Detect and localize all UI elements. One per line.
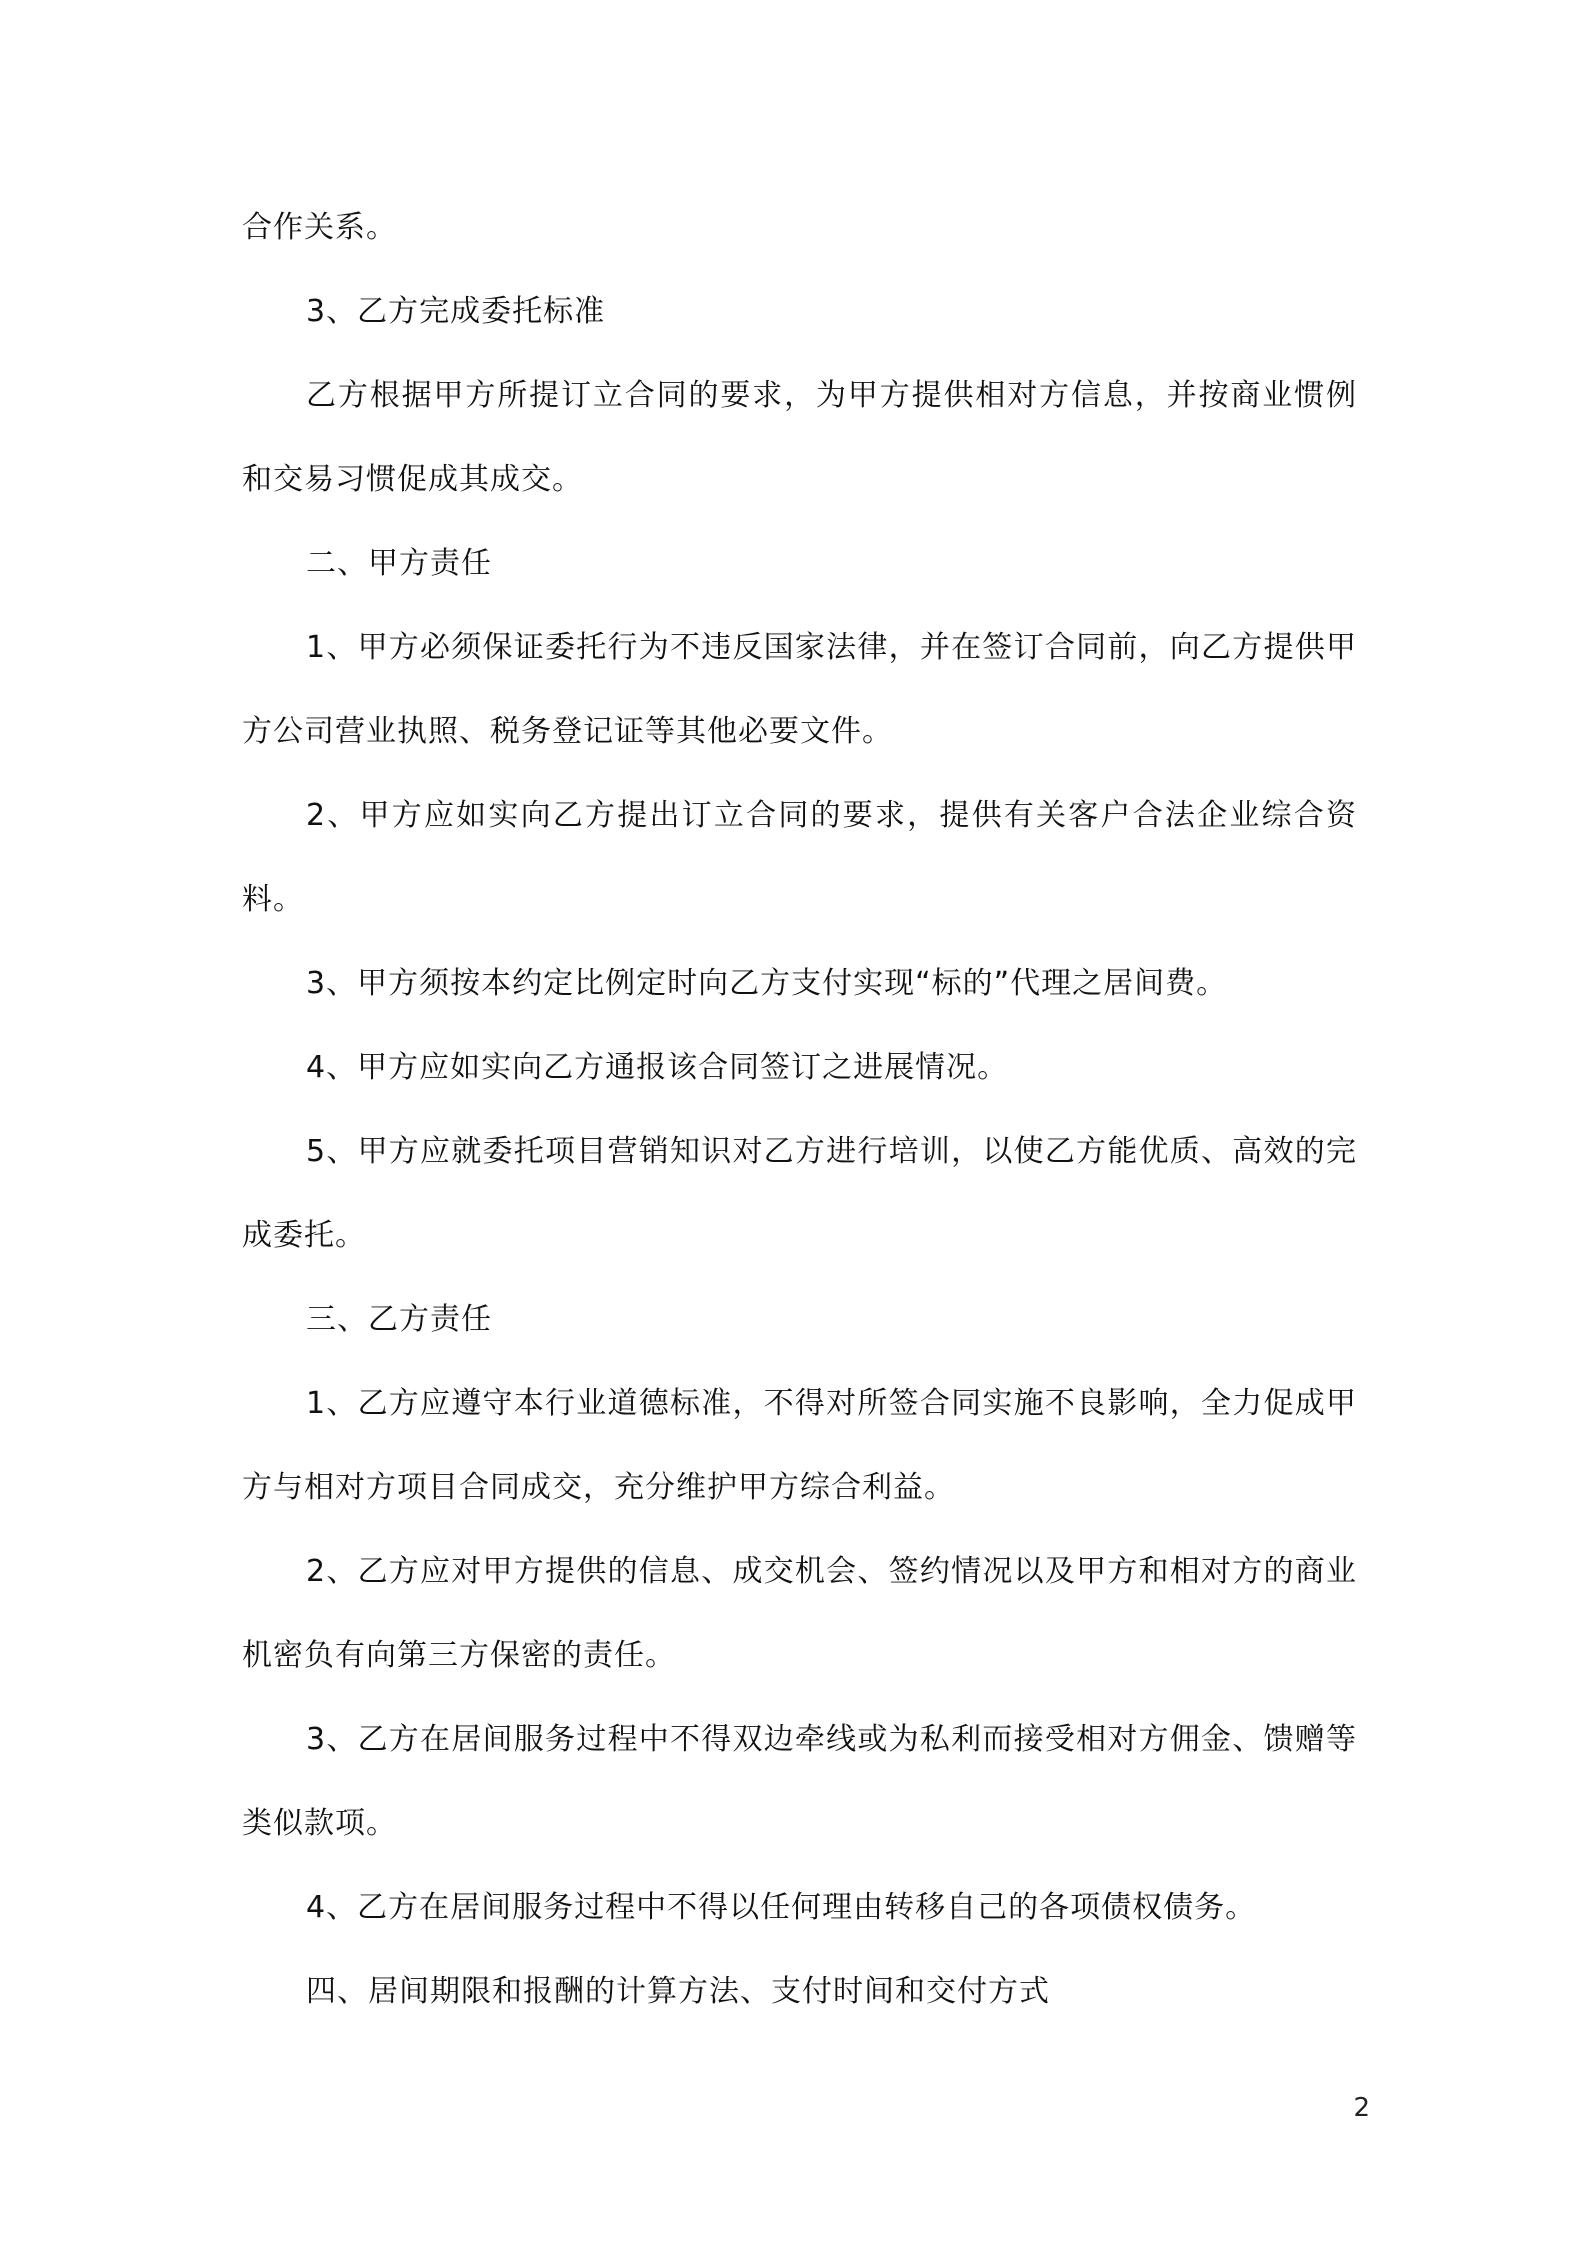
clause-paragraph: 3、甲方须按本约定比例定时向乙方支付实现“标的”代理之居间费。 <box>306 966 1228 1001</box>
clause-paragraph: 3、乙方在居间服务过程中不得双边牵线或为私利而接受相对方佣金、馈赠等类似款项。 <box>242 1722 1357 1841</box>
paragraph: 合作关系。 <box>242 210 397 245</box>
section-heading: 二、甲方责任 <box>306 546 492 581</box>
section-heading: 四、居间期限和报酬的计算方法、支付时间和交付方式 <box>306 1974 1050 2009</box>
clause-paragraph: 5、甲方应就委托项目营销知识对乙方进行培训，以使乙方能优质、高效的完成委托。 <box>242 1134 1357 1253</box>
paragraph: 乙方根据甲方所提订立合同的要求，为甲方提供相对方信息，并按商业惯例和交易习惯促成其成交。 <box>242 378 1357 497</box>
section-heading: 3、乙方完成委托标准 <box>306 294 606 329</box>
clause-paragraph: 1、乙方应遵守本行业道德标准，不得对所签合同实施不良影响，全力促成甲方与相对方项目合同成交，充分维护甲方综合利益。 <box>242 1386 1357 1505</box>
clause-paragraph: 2、甲方应如实向乙方提出订立合同的要求，提供有关客户合法企业综合资料。 <box>242 798 1357 917</box>
clause-paragraph: 4、乙方在居间服务过程中不得以任何理由转移自己的各项债权债务。 <box>306 1890 1257 1925</box>
page-number: 2 <box>1353 2093 1370 2123</box>
clause-paragraph: 1、甲方必须保证委托行为不违反国家法律，并在签订合同前，向乙方提供甲方公司营业执照、税务登记证等其他必要文件。 <box>242 630 1357 749</box>
clause-paragraph: 2、乙方应对甲方提供的信息、成交机会、签约情况以及甲方和相对方的商业机密负有向第三方保密的责任。 <box>242 1554 1357 1673</box>
document-body <box>242 186 1357 2034</box>
clause-paragraph: 4、甲方应如实向乙方通报该合同签订之进展情况。 <box>306 1050 1009 1085</box>
section-heading: 三、乙方责任 <box>306 1302 492 1337</box>
